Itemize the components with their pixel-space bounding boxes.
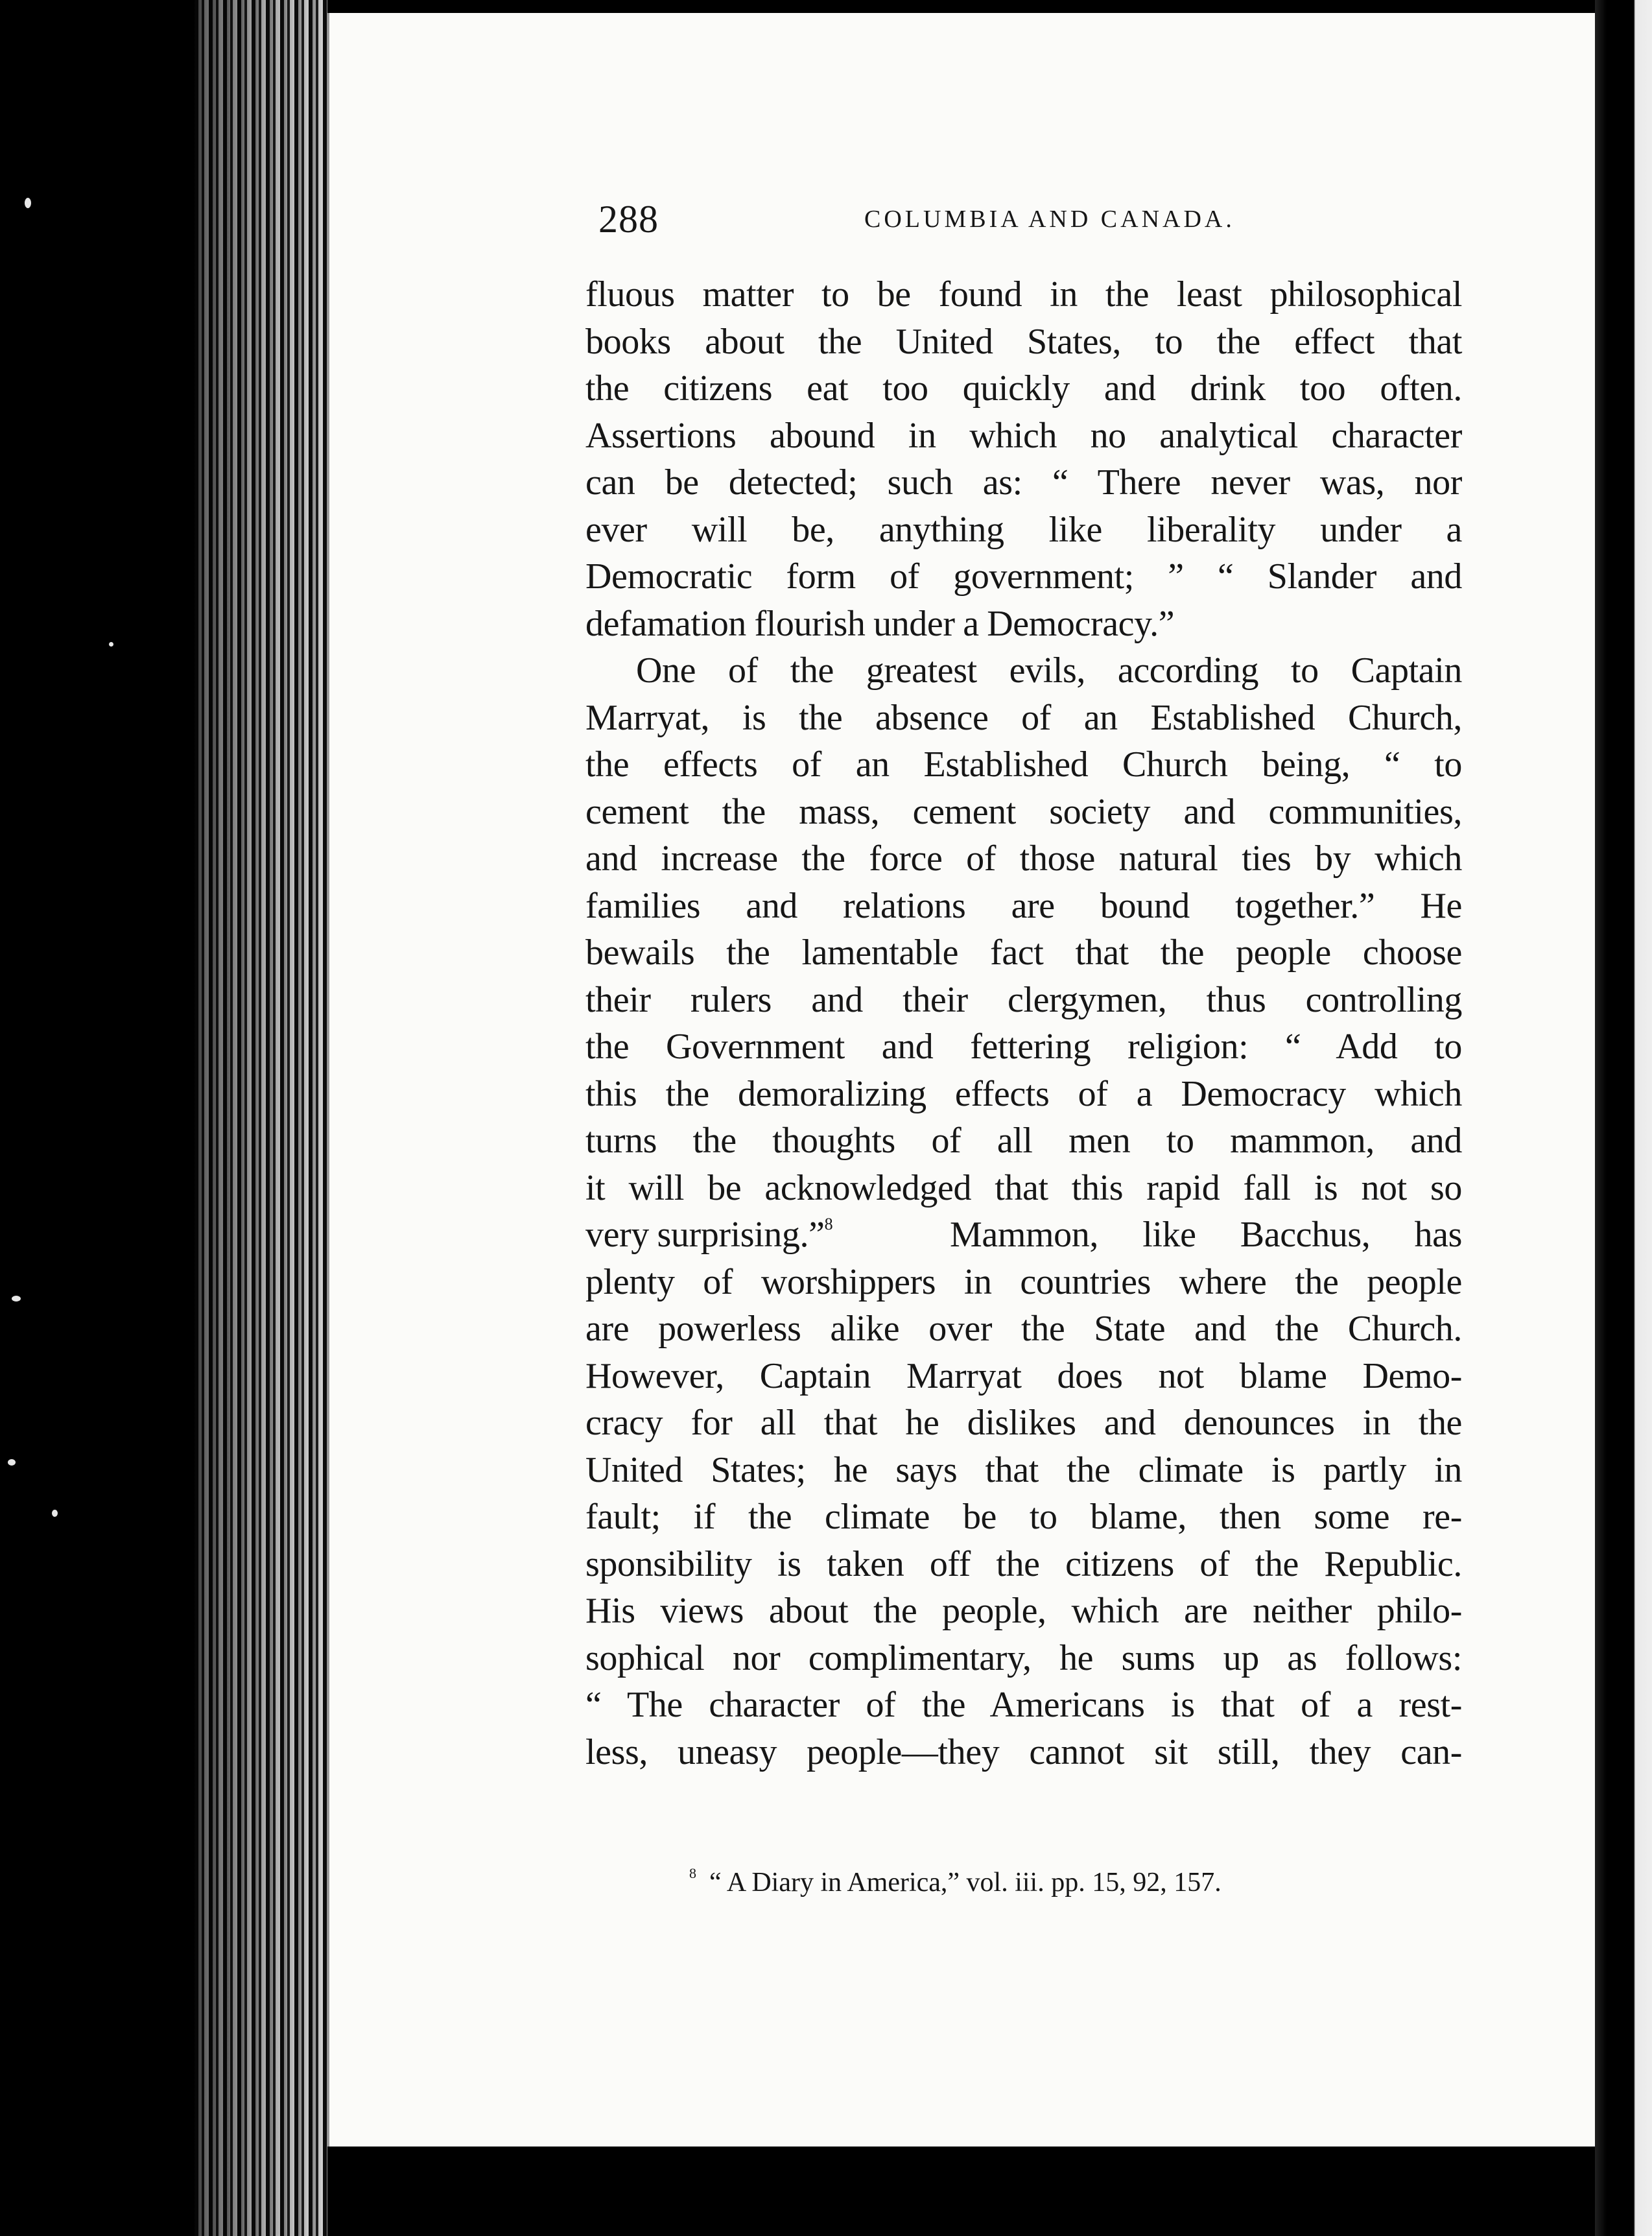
text-line: fault; if the climate be to blame, then some re- bbox=[585, 1497, 1462, 1537]
footnote bbox=[689, 1861, 1389, 1904]
text-line: plenty of worshippers in countries where the people bbox=[585, 1261, 1462, 1302]
text-line: sponsibility is taken off the citizens of the Republic. bbox=[585, 1543, 1462, 1584]
page-number: 288 bbox=[598, 198, 659, 241]
text-line: However, Captain Marryat does not blame Demo- bbox=[585, 1355, 1462, 1396]
text-line: fluous matter to be found in the least philosophical bbox=[585, 274, 1462, 315]
text-line: His views about the people, which are neither philo- bbox=[585, 1591, 1462, 1631]
text-line: can be detected; such as: “ There never was, nor bbox=[585, 462, 1462, 503]
text-line-with-note bbox=[585, 1211, 1462, 1259]
text-line: turns the thoughts of all men to mammon, and bbox=[585, 1121, 1462, 1161]
text-fragment: Mammon, like Bacchus, has bbox=[950, 1215, 1462, 1255]
text-line: sophical nor complimentary, he sums up as follows: bbox=[585, 1637, 1462, 1678]
text-line: Assertions abound in which no analytical character bbox=[585, 415, 1462, 456]
text-line: this the demoralizing effects of a Democracy which bbox=[585, 1073, 1462, 1114]
running-title: COLUMBIA AND CANADA. bbox=[864, 206, 1235, 233]
text-line: bewails the lamentable fact that the people choose bbox=[585, 933, 1462, 973]
text-line: less, uneasy people—they cannot sit still, they can- bbox=[585, 1731, 1462, 1772]
text-line: families and relations are bound together.” He bbox=[585, 885, 1462, 926]
running-head bbox=[598, 192, 1247, 246]
text-line: are powerless alike over the State and the Church. bbox=[585, 1309, 1462, 1349]
text-fragment-quote: very surprising.” bbox=[585, 1215, 825, 1255]
text-line: books about the United States, to the effect that bbox=[585, 321, 1462, 362]
text-line: defamation flourish under a Democracy.” bbox=[585, 603, 1175, 644]
text-fragment bbox=[585, 1211, 832, 1259]
book-page bbox=[327, 13, 1597, 2147]
text-line: the Government and fettering religion: “ Add to bbox=[585, 1027, 1462, 1067]
scan-bottom-edge bbox=[327, 2147, 1595, 2236]
text-line: and increase the force of those natural ties by which bbox=[585, 838, 1462, 879]
text-line: it will be acknowledged that this rapid fall is not so bbox=[585, 1167, 1462, 1208]
text-line: the citizens eat too quickly and drink too often. bbox=[585, 368, 1462, 409]
text-line: the effects of an Established Church being, “ to bbox=[585, 744, 1462, 785]
footnote-marker: 8 bbox=[689, 1865, 696, 1881]
text-line: “ The character of the Americans is that of a rest- bbox=[585, 1685, 1462, 1725]
footnote-text: “ A Diary in America,” vol. iii. pp. 15, 92, 157. bbox=[709, 1868, 1221, 1897]
text-line: cement the mass, cement society and communities, bbox=[585, 791, 1462, 832]
text-line: Marryat, is the absence of an Established Church, bbox=[585, 697, 1462, 738]
text-line: ever will be, anything like liberality under a bbox=[585, 509, 1462, 550]
footnote-reference: 8 bbox=[824, 1215, 833, 1233]
text-line: cracy for all that he dislikes and denounces in the bbox=[585, 1403, 1462, 1443]
text-line-paragraph-start: One of the greatest evils, according to Captain bbox=[636, 650, 1462, 691]
body-text bbox=[585, 271, 1462, 1776]
text-line: Democratic form of government; ” “ Slander and bbox=[585, 556, 1462, 597]
text-line: United States; he says that the climate is partly in bbox=[585, 1449, 1462, 1490]
text-line: their rulers and their clergymen, thus controlling bbox=[585, 979, 1462, 1020]
scan-right-edge bbox=[1595, 0, 1652, 2236]
